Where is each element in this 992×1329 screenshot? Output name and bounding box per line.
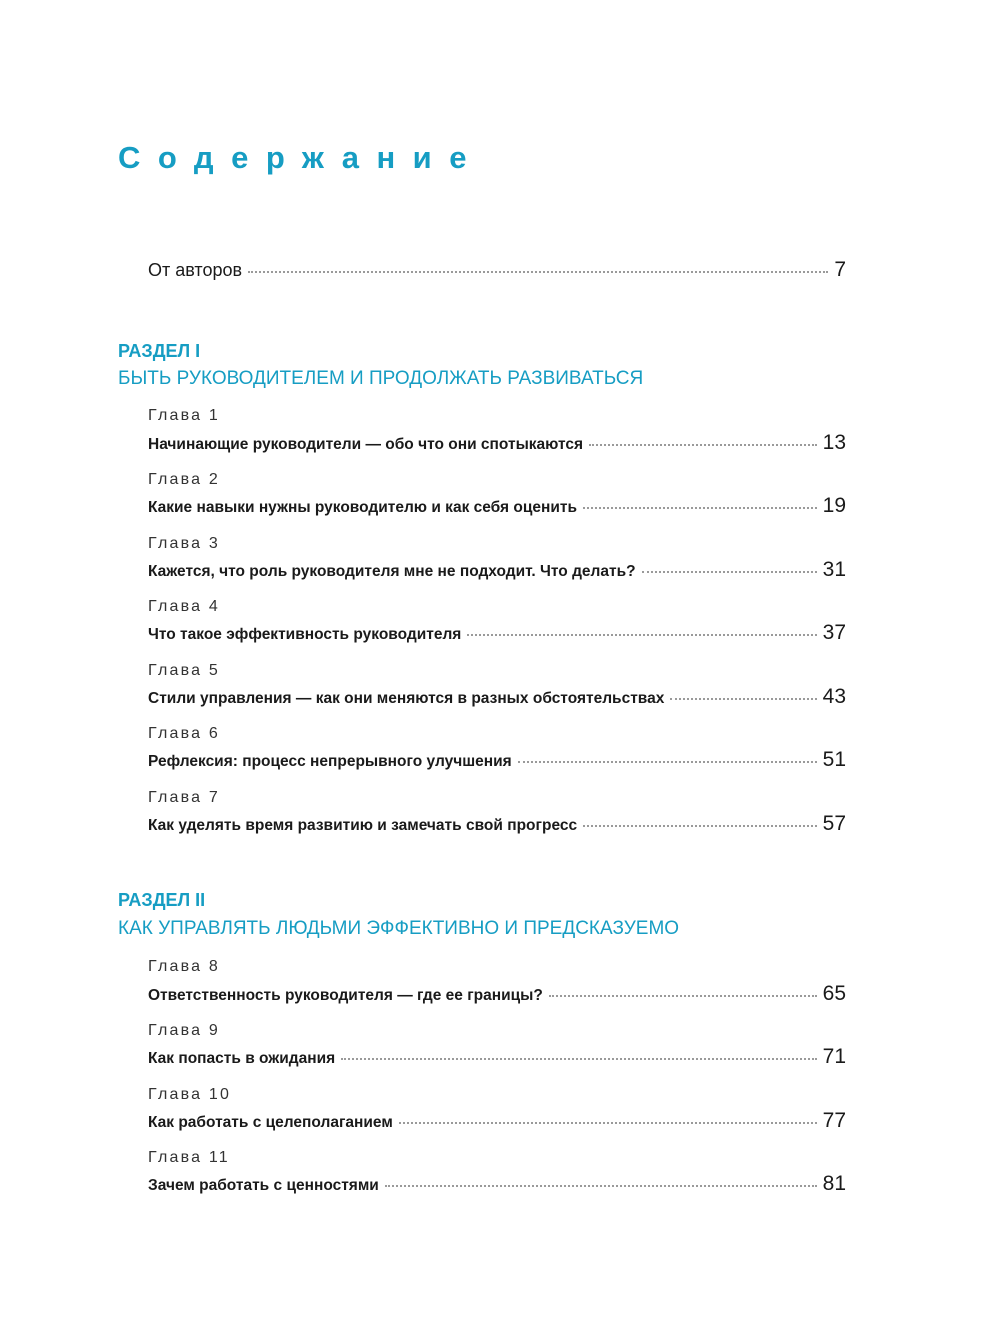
chapter-6-label: Глава 6 xyxy=(148,725,220,742)
chapter-3-label: Глава 3 xyxy=(148,535,220,552)
chapter-11-label: Глава 11 xyxy=(148,1149,230,1166)
entry-title: Ответственность руководителя — где ее границы? xyxy=(148,987,543,1004)
chapter-1-label: Глава 1 xyxy=(148,407,220,424)
page-number: 71 xyxy=(822,1045,846,1068)
chapter-10-label: Глава 10 xyxy=(148,1086,232,1103)
chapter-4-label: Глава 4 xyxy=(148,598,220,615)
section-2-title: КАК УПРАВЛЯТЬ ЛЮДЬМИ ЭФФЕКТИВНО И ПРЕДСКАЗУЕМО xyxy=(118,918,680,939)
toc-entry-chapter-3[interactable] xyxy=(148,558,846,582)
toc-entry-chapter-5[interactable] xyxy=(148,685,846,709)
toc-entry-chapter-1[interactable] xyxy=(148,431,846,455)
page-title: Содержание xyxy=(118,140,484,175)
entry-title: Кажется, что роль руководителя мне не подходит. Что делать? xyxy=(148,563,636,580)
page-number: 31 xyxy=(822,558,846,581)
section-2-label: РАЗДЕЛ II xyxy=(118,890,206,910)
toc-entry-intro[interactable] xyxy=(148,258,846,282)
page-number: 57 xyxy=(822,812,846,835)
page-number: 7 xyxy=(834,258,846,281)
chapter-8-label: Глава 8 xyxy=(148,958,220,975)
entry-title: Зачем работать с ценностями xyxy=(148,1177,379,1194)
page-number: 43 xyxy=(822,685,846,708)
entry-title: Начинающие руководители — обо что они спотыкаются xyxy=(148,436,584,453)
toc-entry-chapter-6[interactable] xyxy=(148,748,846,772)
entry-title: От авторов xyxy=(148,260,243,280)
entry-title: Какие навыки нужны руководителю и как себя оценить xyxy=(148,499,578,516)
entry-title: Как уделять время развитию и замечать свой прогресс xyxy=(148,817,578,834)
dot-leader xyxy=(583,506,817,509)
dot-leader xyxy=(583,824,817,827)
toc-entry-chapter-11[interactable] xyxy=(148,1172,846,1196)
toc-entry-chapter-7[interactable] xyxy=(148,812,846,836)
section-1-title: БЫТЬ РУКОВОДИТЕЛЕМ И ПРОДОЛЖАТЬ РАЗВИВАТЬСЯ xyxy=(118,368,644,389)
page-number: 77 xyxy=(822,1109,846,1132)
toc-entry-chapter-9[interactable] xyxy=(148,1045,846,1069)
dot-leader xyxy=(341,1057,816,1060)
page-number: 81 xyxy=(822,1172,846,1195)
toc-entry-chapter-10[interactable] xyxy=(148,1109,846,1133)
page-number: 51 xyxy=(822,748,846,771)
dot-leader xyxy=(518,760,817,763)
page-number: 65 xyxy=(822,982,846,1005)
dot-leader xyxy=(549,994,817,997)
page-number: 37 xyxy=(822,621,846,644)
entry-title: Как попасть в ожидания xyxy=(148,1050,336,1067)
section-1-label: РАЗДЕЛ I xyxy=(118,341,201,361)
toc-entry-chapter-8[interactable] xyxy=(148,982,846,1006)
chapter-5-label: Глава 5 xyxy=(148,662,220,679)
dot-leader xyxy=(467,633,816,636)
dot-leader xyxy=(248,270,828,273)
chapter-7-label: Глава 7 xyxy=(148,789,220,806)
dot-leader xyxy=(589,443,817,446)
entry-title: Рефлексия: процесс непрерывного улучшения xyxy=(148,753,512,770)
entry-title: Как работать с целеполаганием xyxy=(148,1114,393,1131)
chapter-9-label: Глава 9 xyxy=(148,1022,220,1039)
entry-title: Что такое эффективность руководителя xyxy=(148,626,462,643)
toc-entry-chapter-2[interactable] xyxy=(148,494,846,518)
dot-leader xyxy=(385,1184,817,1187)
chapter-2-label: Глава 2 xyxy=(148,471,220,488)
entry-title: Стили управления — как они меняются в разных обстоятельствах xyxy=(148,690,665,707)
dot-leader xyxy=(399,1121,817,1124)
page-number: 13 xyxy=(822,431,846,454)
dot-leader xyxy=(642,570,817,573)
dot-leader xyxy=(670,697,816,700)
toc-entry-chapter-4[interactable] xyxy=(148,621,846,645)
page-number: 19 xyxy=(822,494,846,517)
